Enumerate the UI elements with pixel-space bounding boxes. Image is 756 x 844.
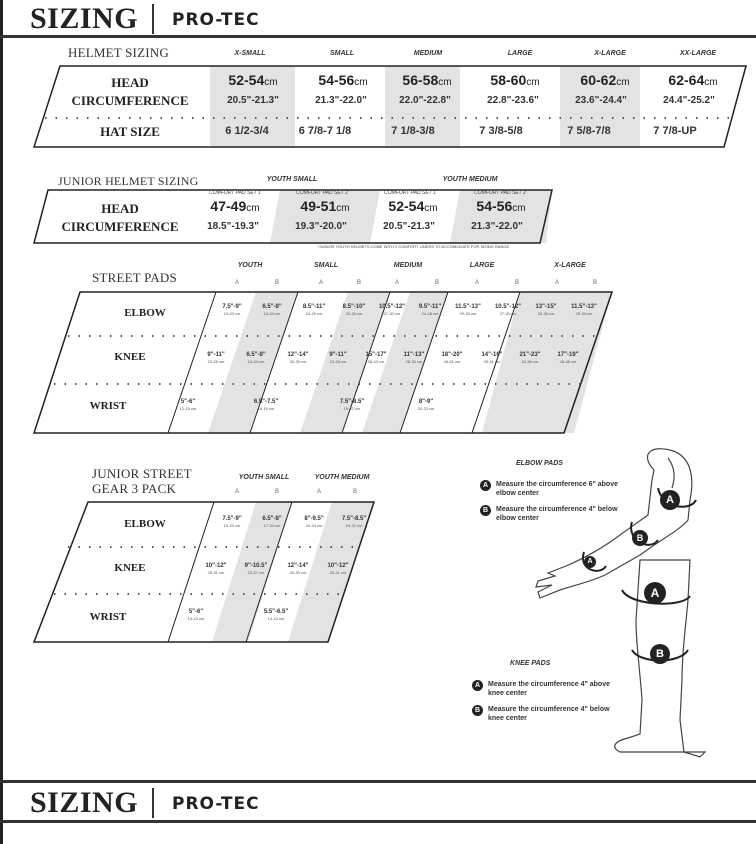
junior-cm-3 xyxy=(368,198,458,214)
street-a-1: A xyxy=(234,280,239,286)
table-cell xyxy=(252,515,292,528)
table-cell xyxy=(278,562,318,575)
cell-in: 6.5"-7.5" xyxy=(253,399,279,405)
junior-head-label xyxy=(50,200,190,236)
street-b-1: B xyxy=(274,280,279,286)
cell-cm: 27-30 cm xyxy=(383,311,401,316)
cell-cm: 20-25 cm xyxy=(345,311,363,316)
table-cell xyxy=(196,351,236,364)
street-elbow-label: ELBOW xyxy=(124,307,166,319)
cell-cm: 13-15 cm xyxy=(187,616,205,621)
street-wrist-label: WRIST xyxy=(89,400,127,412)
street-b-4: B xyxy=(514,280,519,286)
table-cell xyxy=(294,303,334,316)
hat-l: 7 3/8-5/8 xyxy=(479,125,523,137)
cell-in: 7.5"-9" xyxy=(222,304,242,310)
table-cell xyxy=(256,608,296,621)
knee-badge-a-icon: A xyxy=(472,680,483,691)
cell-in: 13"-15" xyxy=(535,304,557,310)
cell-in: 8"-9" xyxy=(418,399,434,405)
cell-in: 5"-6" xyxy=(188,609,204,615)
header-title: SIZING xyxy=(30,2,139,35)
junior-in-1: 18.5"-19.3" xyxy=(207,221,259,232)
helmet-in-s: 21.3"-22.0" xyxy=(315,95,367,106)
cell-in: 21"-23" xyxy=(519,352,541,358)
helmet-in-m: 22.0"-22.8" xyxy=(399,95,451,106)
junior-in-2: 19.3"-20.0" xyxy=(295,221,347,232)
junior-street-title-line1: JUNIOR STREET xyxy=(92,466,192,481)
helmet-size-l: LARGE xyxy=(507,50,533,57)
junior-pad-3: COMFORT PAD SET 1 xyxy=(384,190,436,196)
helmet-cm-unit: cm xyxy=(264,77,278,88)
knee-diagram-title: KNEE PADS xyxy=(510,660,551,667)
helmet-size-xs: X-SMALL xyxy=(234,50,266,57)
hat-xxl: 7 7/8-UP xyxy=(653,125,697,137)
cell-cm: 24-28 cm xyxy=(305,311,323,316)
helmet-cm-m-value: 56-58 xyxy=(402,72,439,88)
cell-in: 5.5"-6.5" xyxy=(263,609,289,615)
head-label-line2: CIRCUMFERENCE xyxy=(71,93,189,108)
junior-pad-2: COMFORT PAD SET 2 xyxy=(296,190,348,196)
junior-street-size-medium: YOUTH MEDIUM xyxy=(314,474,370,481)
street-a-4: A xyxy=(474,280,479,286)
junior-wrist-label: WRIST xyxy=(89,611,127,623)
cell-in: 10"-12" xyxy=(205,563,227,569)
cell-cm: 14-16 cm xyxy=(267,616,285,621)
helmet-cm-xs xyxy=(208,72,298,88)
cell-in: 11.5"-13" xyxy=(455,304,481,310)
table-cell xyxy=(236,562,276,575)
helmet-size-m: MEDIUM xyxy=(413,50,443,57)
table-cell xyxy=(334,515,374,528)
street-size-large: LARGE xyxy=(469,262,495,269)
cell-cm: 35-41 cm xyxy=(483,359,501,364)
table-cell xyxy=(176,608,216,621)
helmet-cm-xxl xyxy=(648,72,738,88)
junior-helmet-note: *JUNIOR YOUTH HELMETS COME WITH 2 COMFORT LINERS TO ACCOMODATE FOR SIZING RANGE xyxy=(318,244,510,249)
hat-xl: 7 5/8-7/8 xyxy=(567,125,611,137)
table-cell xyxy=(196,562,236,575)
cell-cm: 16-20 cm xyxy=(263,311,281,316)
cell-cm: 29-33 cm xyxy=(459,311,477,316)
leg-marker-b-icon: B xyxy=(650,644,670,664)
cell-cm: 25-31 cm xyxy=(207,570,225,575)
cell-cm: 12-15 cm xyxy=(179,406,197,411)
cell-in: 17"-19" xyxy=(557,352,579,358)
helmet-cm-l xyxy=(470,72,560,88)
cell-cm: 30-35 cm xyxy=(289,359,307,364)
junior-cm-unit: cm xyxy=(424,203,438,214)
helmet-cm-unit: cm xyxy=(526,77,540,88)
helmet-cm-unit: cm xyxy=(354,77,368,88)
footer-brand-logo: PRO-TEC xyxy=(172,794,260,814)
cell-in: 9"-11" xyxy=(329,352,347,358)
helmet-in-xxl: 24.4"-25.2" xyxy=(663,95,715,106)
table-cell xyxy=(334,303,374,316)
cell-cm: 19-22 cm xyxy=(343,406,361,411)
street-size-medium: MEDIUM xyxy=(393,262,423,269)
table-cell xyxy=(212,303,252,316)
cell-in: 15"-17" xyxy=(365,352,387,358)
street-b-2: B xyxy=(356,280,361,286)
junior-elbow-label: ELBOW xyxy=(124,518,166,530)
helmet-section-title: HELMET SIZING xyxy=(68,45,169,60)
helmet-cm-xs-value: 52-54 xyxy=(228,72,265,88)
junior-cm-unit: cm xyxy=(246,203,260,214)
footer-bottom-rule xyxy=(0,820,756,823)
helmet-in-l: 22.8"-23.6" xyxy=(487,95,539,106)
table-cell xyxy=(548,351,588,364)
street-knee-label: KNEE xyxy=(114,351,146,363)
junior-cm-2-value: 49-51 xyxy=(300,198,337,214)
junior-cm-4-value: 54-56 xyxy=(476,198,513,214)
junior-pad-4: COMFORT PAD SET 2 xyxy=(474,190,526,196)
cell-cm: 16-19 cm xyxy=(257,406,275,411)
table-cell xyxy=(410,303,450,316)
cell-in: 10.5"-12" xyxy=(494,304,522,310)
street-size-small: SMALL xyxy=(313,262,339,269)
hat-s: 6 7/8-7 1/8 xyxy=(298,125,352,137)
table-cell xyxy=(294,515,334,528)
cell-cm: 25-31 cm xyxy=(329,570,347,575)
cell-cm: 19-23 cm xyxy=(223,523,241,528)
cell-in: 10"-12" xyxy=(327,563,349,569)
helmet-cm-s xyxy=(298,72,388,88)
junior-cm-1-value: 47-49 xyxy=(210,198,247,214)
junior-street-size-small: YOUTH SMALL xyxy=(238,474,290,481)
table-cell xyxy=(252,303,292,316)
cell-in: 12"-14" xyxy=(287,563,309,569)
junior-cm-unit: cm xyxy=(512,203,526,214)
table-cell xyxy=(372,303,412,316)
junior-head-label-line1: HEAD xyxy=(101,201,139,216)
street-b-5: B xyxy=(592,280,597,286)
cell-in: 5"-6" xyxy=(180,399,196,405)
elbow-note-a: Measure the circumference 6" above elbow center xyxy=(496,481,618,497)
cell-cm: 28-33 cm xyxy=(405,359,423,364)
cell-cm: 43-48 cm xyxy=(559,359,577,364)
cell-in: 7.5"-8.5" xyxy=(339,399,365,405)
cell-cm: 16-20 cm xyxy=(247,359,265,364)
footer-title: SIZING xyxy=(30,786,139,819)
table-cell xyxy=(332,398,372,411)
junior-cm-unit: cm xyxy=(336,203,350,214)
junior-b-1: B xyxy=(274,489,279,495)
junior-cm-1 xyxy=(190,198,280,214)
table-cell xyxy=(168,398,208,411)
cell-in: 8.5"-10" xyxy=(342,304,366,310)
helmet-cm-xl xyxy=(560,72,650,88)
helmet-cm-unit: cm xyxy=(438,77,452,88)
cell-in: 7.5"-9" xyxy=(222,516,242,522)
junior-street-title xyxy=(92,466,192,496)
cell-in: 9.5"-11" xyxy=(418,304,442,310)
cell-in: 18"-20" xyxy=(441,352,463,358)
cell-cm: 23-28 cm xyxy=(207,359,225,364)
table-cell xyxy=(448,303,488,316)
junior-in-3: 20.5"-21.3" xyxy=(383,221,435,232)
helmet-cm-unit: cm xyxy=(616,77,630,88)
elbow-diagram-title: ELBOW PADS xyxy=(516,460,563,467)
cell-cm: 20-23 cm xyxy=(417,406,435,411)
street-b-3: B xyxy=(434,280,439,286)
cell-in: 9"-10.5" xyxy=(244,563,268,569)
elbow-note-b: Measure the circumference 4" below elbow center xyxy=(496,506,618,522)
helmet-size-s: SMALL xyxy=(329,50,355,57)
cell-in: 12"-14" xyxy=(287,352,309,358)
arm-marker-a-icon: A xyxy=(660,490,680,510)
helmet-size-xl: X-LARGE xyxy=(594,50,626,57)
junior-group-small: YOUTH SMALL xyxy=(266,176,318,183)
street-pads-title: STREET PADS xyxy=(92,270,177,285)
cell-in: 8.5"-11" xyxy=(302,304,326,310)
cell-in: 11"-13" xyxy=(403,352,425,358)
table-cell xyxy=(406,398,446,411)
helmet-cm-unit: cm xyxy=(704,77,718,88)
table-cell xyxy=(236,351,276,364)
helmet-in-xl: 23.6"-24.4" xyxy=(575,95,627,106)
junior-pad-1: COMFORT PAD SET 1 xyxy=(209,190,261,196)
street-size-youth: YOUTH xyxy=(237,262,263,269)
knee-note-a: Measure the circumference 4" above knee center xyxy=(488,681,610,697)
cell-in: 6.5"-8" xyxy=(262,304,282,310)
cell-in: 10.5"-12" xyxy=(378,304,406,310)
table-cell xyxy=(394,351,434,364)
junior-knee-label: KNEE xyxy=(114,562,146,574)
table-cell xyxy=(526,303,566,316)
cell-cm: 33-38 cm xyxy=(537,311,555,316)
junior-head-label-line2: CIRCUMFERENCE xyxy=(61,219,179,234)
arm-illustration xyxy=(536,449,692,598)
helmet-size-xxl: XX-LARGE xyxy=(679,50,717,57)
hat-xs: 6 1/2-3/4 xyxy=(225,125,269,137)
helmet-cm-l-value: 58-60 xyxy=(490,72,527,88)
footer xyxy=(0,786,756,824)
table-cell xyxy=(318,351,358,364)
cell-cm: 20-24 cm xyxy=(305,523,323,528)
table-cell xyxy=(212,515,252,528)
street-a-2: A xyxy=(318,280,323,286)
junior-helmet-title: JUNIOR HELMET SIZING xyxy=(58,174,199,188)
helmet-head-label xyxy=(60,74,200,110)
cell-cm: 27-30 cm xyxy=(499,311,517,316)
junior-group-medium: YOUTH MEDIUM xyxy=(442,176,498,183)
helmet-in-xs: 20.5"-21.3" xyxy=(227,95,279,106)
cell-in: 14"-16" xyxy=(481,352,503,358)
table-cell xyxy=(318,562,358,575)
cell-cm: 17-20 cm xyxy=(263,523,281,528)
junior-cm-3-value: 52-54 xyxy=(388,198,425,214)
footer-divider xyxy=(152,788,154,818)
badge-b-icon: B xyxy=(480,505,491,516)
junior-cm-2 xyxy=(280,198,370,214)
street-size-xlarge: X-LARGE xyxy=(554,262,586,269)
street-a-5: A xyxy=(554,280,559,286)
knee-badge-b-icon: B xyxy=(472,705,483,716)
footer-top-rule xyxy=(0,780,756,783)
table-cell xyxy=(488,303,528,316)
junior-in-4: 21.3"-22.0" xyxy=(471,221,523,232)
junior-a-1: A xyxy=(234,489,239,495)
brand-logo: PRO-TEC xyxy=(172,10,260,30)
helmet-cm-s-value: 54-56 xyxy=(318,72,355,88)
table-cell xyxy=(472,351,512,364)
cell-in: 11.5"-13" xyxy=(571,304,597,310)
table-cell xyxy=(432,351,472,364)
leg-marker-a-icon: A xyxy=(644,582,666,604)
table-cell xyxy=(356,351,396,364)
cell-in: 9"-11" xyxy=(207,352,225,358)
wrist-marker-icon: A xyxy=(584,556,596,568)
badge-a-icon: A xyxy=(480,480,491,491)
hat-size-label: HAT SIZE xyxy=(100,124,160,139)
helmet-cm-xl-value: 60-62 xyxy=(580,72,617,88)
cell-in: 6.5"-8" xyxy=(262,516,282,522)
head-label-line1: HEAD xyxy=(111,75,149,90)
knee-note-b: Measure the circumference 4" below knee center xyxy=(488,706,610,722)
cell-in: 8"-9.5" xyxy=(304,516,324,522)
street-a-3: A xyxy=(394,280,399,286)
cell-cm: 19-22 cm xyxy=(345,523,363,528)
cell-cm: 53-58 cm xyxy=(521,359,539,364)
cell-in: 7.5"-8.5" xyxy=(341,516,367,522)
helmet-cm-m xyxy=(382,72,472,88)
cell-cm: 30-35 cm xyxy=(289,570,307,575)
helmet-cm-xxl-value: 62-64 xyxy=(668,72,705,88)
cell-cm: 24-28 cm xyxy=(421,311,439,316)
junior-a-2: A xyxy=(316,489,321,495)
hat-m: 7 1/8-3/8 xyxy=(391,125,435,137)
cell-cm: 19-23 cm xyxy=(223,311,241,316)
cell-cm: 46-51 cm xyxy=(443,359,461,364)
junior-cm-4 xyxy=(456,198,546,214)
arm-marker-b-icon: B xyxy=(632,530,648,546)
cell-in: 6.5"-8" xyxy=(246,352,266,358)
cell-cm: 23-28 cm xyxy=(329,359,347,364)
table-cell xyxy=(510,351,550,364)
junior-b-2: B xyxy=(352,489,357,495)
cell-cm: 23-27 cm xyxy=(247,570,265,575)
table-cell xyxy=(246,398,286,411)
table-cell xyxy=(564,303,604,316)
cell-cm: 29-33 cm xyxy=(575,311,593,316)
junior-street-title-line2: GEAR 3 PACK xyxy=(92,481,177,496)
table-cell xyxy=(278,351,318,364)
cell-cm: 38-43 cm xyxy=(367,359,385,364)
